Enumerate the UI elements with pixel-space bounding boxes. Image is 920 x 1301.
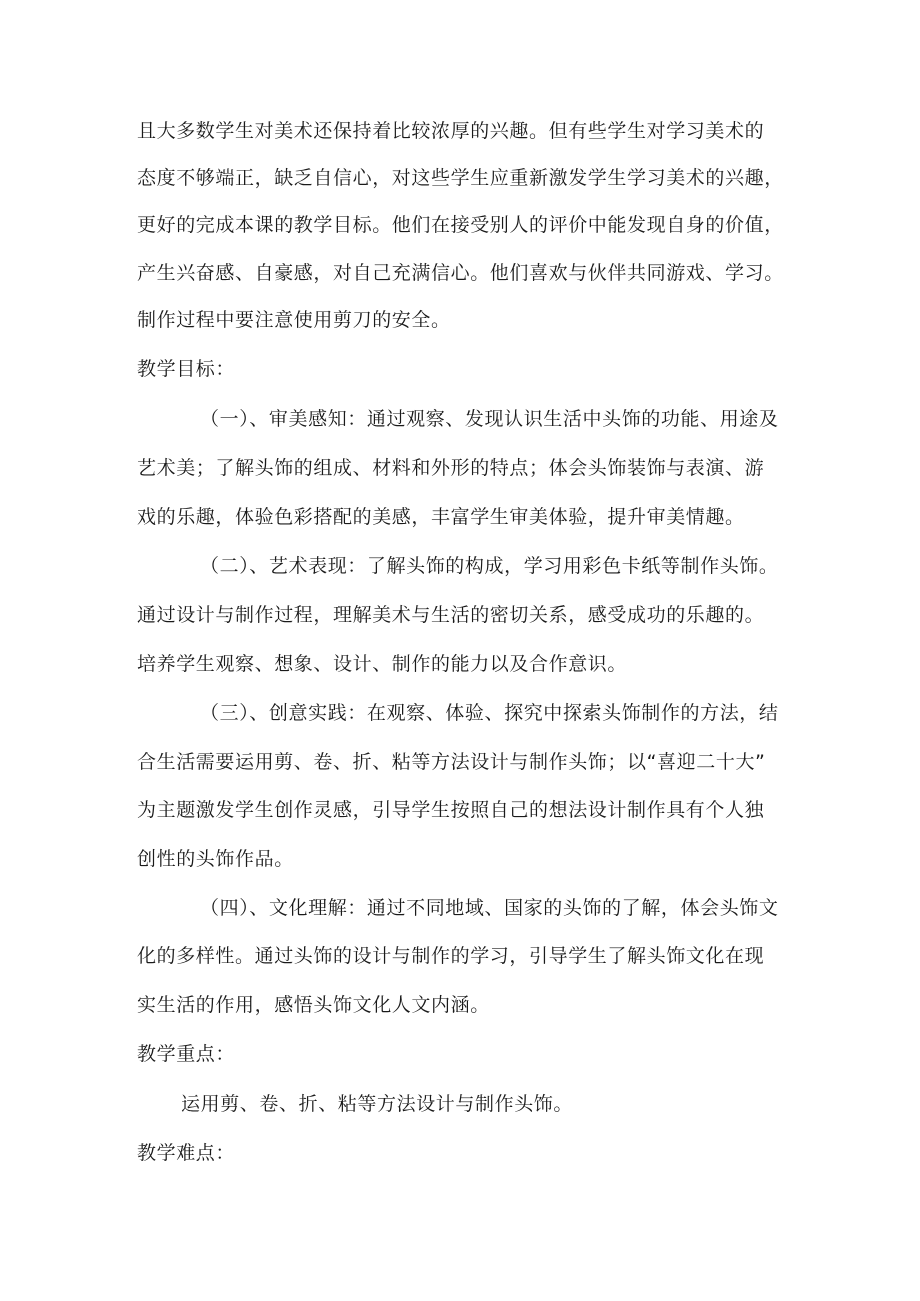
objective-2-line-2: 通过设计与制作过程，理解美术与生活的密切关系，感受成功的乐趣的。: [137, 604, 765, 626]
objective-2-line-3: 培养学生观察、想象、设计、制作的能力以及合作意识。: [137, 653, 628, 675]
objective-1-line-1: （一）、审美感知：通过观察、发现认识生活中头饰的功能、用途及: [200, 408, 779, 430]
key-points-heading: 教学重点：: [137, 1043, 236, 1065]
objective-3-line-1: （三）、创意实践：在观察、体验、探究中探索头饰制作的方法，结: [200, 702, 779, 724]
objective-3-line-3: 为主题激发学生创作灵感，引导学生按照自己的想法设计制作具有个人独: [137, 799, 765, 821]
objective-4-line-3: 实生活的作用，感悟头饰文化人文内涵。: [137, 994, 490, 1016]
difficulties-heading: 教学难点：: [137, 1142, 236, 1164]
objective-1-line-2: 艺术美；了解头饰的组成、材料和外形的特点；体会头饰装饰与表演、游: [137, 457, 765, 479]
objectives-heading: 教学目标：: [137, 358, 236, 380]
key-points-text: 运用剪、卷、折、粘等方法设计与制作头饰。: [181, 1093, 574, 1115]
intro-line-2: 态度不够端正，缺乏自信心，对这些学生应重新激发学生学习美术的兴趣，: [137, 167, 784, 189]
intro-line-3: 更好的完成本课的教学目标。他们在接受别人的评价中能发现自身的价值，: [137, 214, 784, 236]
objective-3-line-2: 合生活需要运用剪、卷、折、粘等方法设计与制作头饰；以“喜迎二十大”: [137, 751, 766, 773]
objective-4-line-2: 化的多样性。通过头饰的设计与制作的学习，引导学生了解头饰文化在现: [137, 945, 765, 967]
objective-4-line-1: （四）、文化理解：通过不同地域、国家的头饰的了解，体会头饰文: [200, 897, 779, 919]
objective-2-line-1: （二）、艺术表现：了解头饰的构成，学习用彩色卡纸等制作头饰。: [200, 555, 779, 577]
objective-3-line-4: 创性的头饰作品。: [137, 848, 294, 870]
objective-1-line-3: 戏的乐趣，体验色彩搭配的美感，丰富学生审美体验，提升审美情趣。: [137, 506, 745, 528]
intro-line-5: 制作过程中要注意使用剪刀的安全。: [137, 309, 451, 331]
intro-line-1: 且大多数学生对美术还保持着比较浓厚的兴趣。但有些学生对学习美术的: [137, 120, 765, 142]
intro-line-4: 产生兴奋感、自豪感，对自己充满信心。他们喜欢与伙伴共同游戏、学习。: [137, 262, 784, 284]
